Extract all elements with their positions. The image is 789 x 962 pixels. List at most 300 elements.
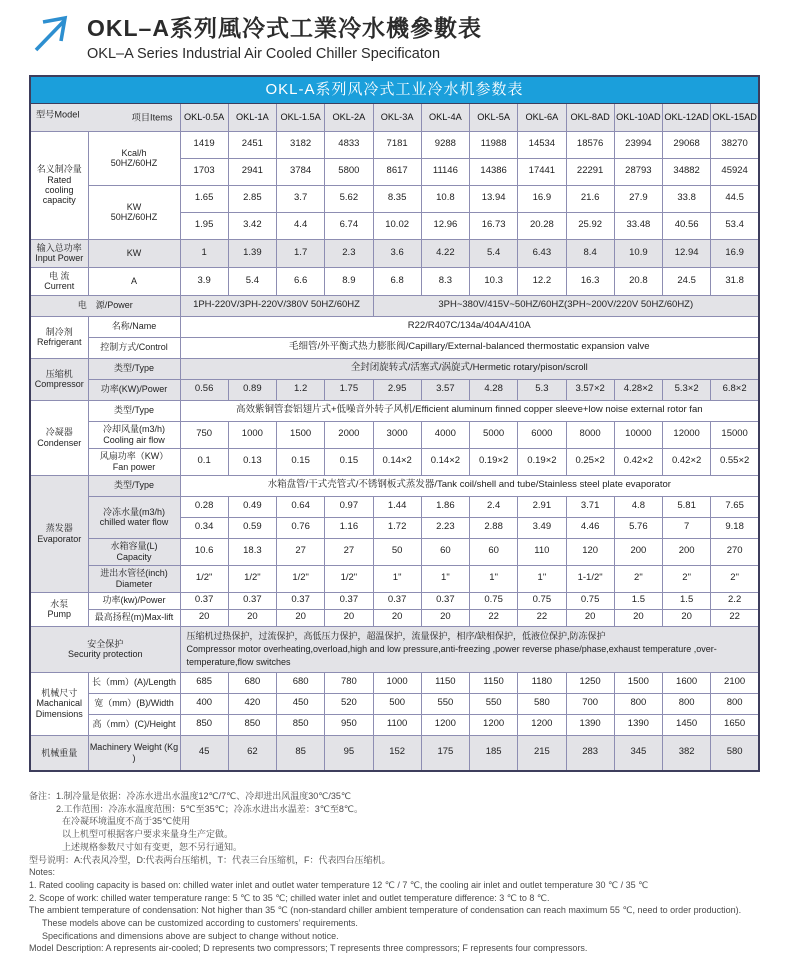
value-cell: 29068: [663, 131, 711, 158]
value-cell: 18576: [566, 131, 614, 158]
value-cell: 4833: [325, 131, 373, 158]
value-cell: 2451: [228, 131, 276, 158]
note-line: These models above can be customized according to customers’ requirements.: [42, 918, 358, 929]
masthead: [31, 10, 760, 62]
value-cell: 110: [518, 538, 566, 565]
row-tank-capacity: [30, 538, 759, 565]
value-cell: 95: [325, 735, 373, 771]
note-line: 备注：1.制冷量是依据：冷冻水进出水温度12℃/7℃、冷却进出风温度30℃/35℃: [29, 791, 351, 801]
model-header-cell: OKL-12AD: [663, 103, 711, 131]
label-en: Input Power: [35, 253, 84, 263]
item-label-tank-capacity: [88, 538, 180, 565]
item-label-length: 长（mm）(A)/Length: [88, 672, 180, 693]
value-cell: 9288: [421, 131, 469, 158]
item-line2: Cooling air flow: [103, 434, 165, 445]
title-block: [87, 10, 482, 62]
value-cell: 950: [325, 714, 373, 735]
value-cell: 1200: [518, 714, 566, 735]
item-label-evaporator-type: 类型/Type: [88, 475, 180, 496]
value-cell: 1200: [421, 714, 469, 735]
value-cell: 1.7: [277, 239, 325, 267]
label-zh: 电 流: [48, 270, 70, 281]
row-pipe-diameter: [30, 565, 759, 592]
value-cell: 800: [711, 693, 759, 714]
value-cell: 5.4: [470, 239, 518, 267]
label-zh: 机械重量: [41, 747, 78, 758]
value-cell: 450: [277, 693, 325, 714]
value-cell: 20: [325, 609, 373, 626]
value-cell: 33.8: [663, 185, 711, 212]
value-cell: 700: [566, 693, 614, 714]
row-machinery-weight: [30, 735, 759, 771]
model-header-cell: OKL-8AD: [566, 103, 614, 131]
row-power-supply: [30, 295, 759, 316]
value-cell: 2": [711, 565, 759, 592]
model-header-cell: OKL-10AD: [614, 103, 662, 131]
label-en: Compressor: [34, 379, 84, 389]
value-cell: 750: [180, 421, 228, 448]
label-en: Machanical Dimensions: [35, 698, 83, 719]
item-line1: 进出水管径(inch): [100, 568, 168, 579]
value-cell: 12.94: [663, 239, 711, 267]
condenser-type-value: 高效紫铜管套铝翅片式+低噪音外转子风机/Efficient aluminum finned copper sleeve+low noise external rotor fan: [180, 400, 759, 421]
value-cell: 7: [663, 517, 711, 538]
spec-table: [29, 75, 760, 772]
label-en: Pump: [47, 609, 71, 619]
value-cell: 1450: [663, 714, 711, 735]
item-label-pipe-diameter: [88, 565, 180, 592]
label-en: Condenser: [37, 437, 82, 448]
model-header-cell: OKL-1.5A: [277, 103, 325, 131]
value-cell: 1.86: [421, 496, 469, 517]
value-cell: 23994: [614, 131, 662, 158]
value-cell: 1419: [180, 131, 228, 158]
value-cell: 5.4: [228, 267, 276, 295]
row-height: [30, 714, 759, 735]
item-label-kcal: [88, 131, 180, 185]
value-cell: 550: [421, 693, 469, 714]
value-cell: 1.5: [663, 592, 711, 609]
value-cell: 2.88: [470, 517, 518, 538]
value-cell: 680: [277, 672, 325, 693]
value-cell: 185: [470, 735, 518, 771]
value-cell: 0.75: [470, 592, 518, 609]
item-label-compressor-power: 功率(KW)/Power: [88, 379, 180, 400]
value-cell: 27: [277, 538, 325, 565]
value-cell: 2000: [325, 421, 373, 448]
value-cell: 11146: [421, 158, 469, 185]
value-cell: 6.8: [373, 267, 421, 295]
value-cell: 11988: [470, 131, 518, 158]
note-line: The ambient temperature of condensation: Not higher than 35 ℃ (non-standard chiller ambient temperature of condensation can reach maximum 55 ℃, need to order production).: [29, 905, 742, 916]
model-header-cell: OKL-15AD: [711, 103, 759, 131]
item-label-input-power-unit: KW: [88, 239, 180, 267]
value-cell: 680: [228, 672, 276, 693]
value-cell: 5.62: [325, 185, 373, 212]
value-cell: 1/2": [325, 565, 373, 592]
value-cell: 5.3×2: [663, 379, 711, 400]
note-line: Model Description: A represents air-cooled; D represents two compressors; T represents three compressors; F represents four compressors.: [29, 943, 588, 954]
security-text-cell: [180, 626, 759, 672]
value-cell: 12.96: [421, 212, 469, 239]
value-cell: 1.95: [180, 212, 228, 239]
value-cell: 3.71: [566, 496, 614, 517]
value-cell: 1": [470, 565, 518, 592]
value-cell: 20: [663, 609, 711, 626]
item-line1: 冷冻水量(m3/h): [102, 506, 165, 517]
value-cell: 2.91: [518, 496, 566, 517]
value-cell: 8.3: [421, 267, 469, 295]
row-width: [30, 693, 759, 714]
note-line: 1. Rated cooling capacity is based on: chilled water inlet and outlet water temperature 12 ℃ / 7 ℃, the cooling air inlet and outlet temperature 30 ℃ / 35 ℃: [29, 879, 649, 890]
value-cell: 5.76: [614, 517, 662, 538]
item-line1: KW: [126, 201, 142, 212]
value-cell: 1500: [277, 421, 325, 448]
value-cell: 2.3: [325, 239, 373, 267]
value-cell: 62: [228, 735, 276, 771]
value-cell: 2.85: [228, 185, 276, 212]
group-label-power: 电 源/Power: [30, 295, 180, 316]
item-label-pump-power: 功率(kw)/Power: [88, 592, 180, 609]
value-cell: 0.75: [518, 592, 566, 609]
group-label-refrigerant: [30, 316, 88, 358]
group-label-weight: [30, 735, 88, 771]
value-cell: 31.8: [711, 267, 759, 295]
value-cell: 1390: [566, 714, 614, 735]
value-cell: 50: [373, 538, 421, 565]
row-fan-power: [30, 448, 759, 475]
value-cell: 1.65: [180, 185, 228, 212]
item-line1: 风扇功率（KW）: [99, 451, 169, 462]
value-cell: 1: [180, 239, 228, 267]
value-cell: 6.43: [518, 239, 566, 267]
value-cell: 0.19×2: [470, 448, 518, 475]
note-line: 2. Scope of work: chilled water temperature range: 5 ℃ to 35 ℃; chilled water inlet and outlet temperature difference: 3 ℃ to 8 ℃.: [29, 892, 550, 903]
value-cell: 2.4: [470, 496, 518, 517]
value-cell: 4.22: [421, 239, 469, 267]
value-cell: 6.74: [325, 212, 373, 239]
label-zh: 制冷剂: [45, 326, 73, 337]
item-line2: chilled water flow: [99, 517, 169, 527]
table-caption-row: [30, 76, 759, 103]
value-cell: 420: [228, 693, 276, 714]
row-refrigerant-name: [30, 316, 759, 337]
item-label-chilled-water-flow: [88, 496, 180, 538]
value-cell: 40.56: [663, 212, 711, 239]
value-cell: 1/2": [228, 565, 276, 592]
value-cell: 1/2": [180, 565, 228, 592]
value-cell: 1-1/2": [566, 565, 614, 592]
label-zh: 冷凝器: [45, 427, 73, 438]
value-cell: 0.1: [180, 448, 228, 475]
value-cell: 0.37: [325, 592, 373, 609]
value-cell: 10.6: [180, 538, 228, 565]
group-label-compressor: [30, 358, 88, 400]
security-text-en: Compressor motor overheating,overload,high and low pressure,anti-freezing ,power reverse phase/phase,exhaust temperature ,over-temperature,flow switches: [186, 643, 717, 667]
item-line1: 水箱容量(L): [110, 541, 158, 552]
value-cell: 550: [470, 693, 518, 714]
value-cell: 20.8: [614, 267, 662, 295]
value-cell: 0.55×2: [711, 448, 759, 475]
row-evaporator-type: [30, 475, 759, 496]
power-supply-right: 3PH~380V/415V~50HZ/60HZ(3PH~200V/220V 50HZ/60HZ): [373, 295, 759, 316]
value-cell: 1000: [373, 672, 421, 693]
model-header-cell: OKL-5A: [470, 103, 518, 131]
value-cell: 7181: [373, 131, 421, 158]
value-cell: 60: [421, 538, 469, 565]
value-cell: 10000: [614, 421, 662, 448]
item-line2: Diameter: [115, 578, 153, 589]
value-cell: 4.4: [277, 212, 325, 239]
value-cell: 45924: [711, 158, 759, 185]
item-label-current-unit: A: [88, 267, 180, 295]
label-zh: 蒸发器: [45, 523, 73, 534]
evaporator-type-value: 水箱盘管/干式壳管式/不锈钢板式蒸发器/Tank coil/shell and tube/Stainless steel plate evaporator: [180, 475, 759, 496]
value-cell: 45: [180, 735, 228, 771]
value-cell: 20: [277, 609, 325, 626]
value-cell: 520: [325, 693, 373, 714]
value-cell: 3784: [277, 158, 325, 185]
value-cell: 1150: [421, 672, 469, 693]
row-compressor-power: [30, 379, 759, 400]
value-cell: 5.3: [518, 379, 566, 400]
value-cell: 850: [277, 714, 325, 735]
value-cell: 22: [711, 609, 759, 626]
item-line1: 冷却风量(m3/h): [102, 424, 165, 435]
value-cell: 12.2: [518, 267, 566, 295]
value-cell: 20.28: [518, 212, 566, 239]
value-cell: 0.34: [180, 517, 228, 538]
value-cell: 5.81: [663, 496, 711, 517]
value-cell: 4.8: [614, 496, 662, 517]
value-cell: 120: [566, 538, 614, 565]
value-cell: 800: [614, 693, 662, 714]
value-cell: 0.14×2: [373, 448, 421, 475]
label-zh: 机械尺寸: [41, 687, 78, 698]
row-cooling-air-flow: [30, 421, 759, 448]
value-cell: 0.76: [277, 517, 325, 538]
value-cell: 16.73: [470, 212, 518, 239]
value-cell: 0.59: [228, 517, 276, 538]
value-cell: 850: [228, 714, 276, 735]
value-cell: 1.5: [614, 592, 662, 609]
value-cell: 3.57×2: [566, 379, 614, 400]
label-en: Rated cooling capacity: [42, 174, 76, 206]
model-header-cell: OKL-0.5A: [180, 103, 228, 131]
value-cell: 1180: [518, 672, 566, 693]
value-cell: 0.14×2: [421, 448, 469, 475]
item-label-pump-lift: 最高扬程(m)Max-lift: [88, 609, 180, 626]
value-cell: 8.4: [566, 239, 614, 267]
value-cell: 22: [470, 609, 518, 626]
value-cell: 1.72: [373, 517, 421, 538]
item-label-fan-power: [88, 448, 180, 475]
row-pump-power: [30, 592, 759, 609]
label-en: Refrigerant: [36, 337, 82, 347]
row-refrigerant-control: [30, 337, 759, 358]
corner-items-label: 项目Items: [131, 112, 173, 123]
value-cell: 200: [663, 538, 711, 565]
value-cell: 382: [663, 735, 711, 771]
value-cell: 13.94: [470, 185, 518, 212]
value-cell: 34882: [663, 158, 711, 185]
value-cell: 0.13: [228, 448, 276, 475]
value-cell: 15000: [711, 421, 759, 448]
value-cell: 20: [614, 609, 662, 626]
value-cell: 1390: [614, 714, 662, 735]
value-cell: 283: [566, 735, 614, 771]
value-cell: 6.8×2: [711, 379, 759, 400]
value-cell: 20: [180, 609, 228, 626]
value-cell: 1.44: [373, 496, 421, 517]
value-cell: 14386: [470, 158, 518, 185]
value-cell: 850: [180, 714, 228, 735]
label-en: Current: [44, 281, 75, 291]
value-cell: 0.37: [180, 592, 228, 609]
value-cell: 175: [421, 735, 469, 771]
value-cell: 2.23: [421, 517, 469, 538]
value-cell: 2.2: [711, 592, 759, 609]
security-text-zh: 压缩机过热保护，过流保护，高低压力保护，超温保护，流量保护，相序/缺相保护，低液位保护,防冻保护: [186, 630, 606, 641]
value-cell: 8.9: [325, 267, 373, 295]
value-cell: 1200: [470, 714, 518, 735]
row-input-power: [30, 239, 759, 267]
value-cell: 3.9: [180, 267, 228, 295]
value-cell: 0.56: [180, 379, 228, 400]
value-cell: 780: [325, 672, 373, 693]
note-line: 以上机型可根据客户要求来量身生产定做。: [62, 829, 234, 840]
value-cell: 1.2: [277, 379, 325, 400]
value-cell: 14534: [518, 131, 566, 158]
group-label-rated: [30, 131, 88, 239]
label-zh: 安全保护: [87, 638, 124, 649]
value-cell: 1": [421, 565, 469, 592]
value-cell: 60: [470, 538, 518, 565]
item-line2: 50HZ/60HZ: [110, 158, 158, 168]
value-cell: 1.39: [228, 239, 276, 267]
value-cell: 1100: [373, 714, 421, 735]
value-cell: 20: [228, 609, 276, 626]
model-header-cell: OKL-1A: [228, 103, 276, 131]
value-cell: 0.37: [421, 592, 469, 609]
item-label-condenser-type: 类型/Type: [88, 400, 180, 421]
value-cell: 0.97: [325, 496, 373, 517]
model-header-cell: OKL-2A: [325, 103, 373, 131]
value-cell: 8617: [373, 158, 421, 185]
value-cell: 18.3: [228, 538, 276, 565]
note-line: 型号说明：A:代表风冷型，D:代表两台压缩机，T：代表三台压缩机，F：代表四台压缩机。: [29, 854, 391, 865]
row-security-protection: [30, 626, 759, 672]
value-cell: 20: [566, 609, 614, 626]
value-cell: 0.89: [228, 379, 276, 400]
note-line: 在冷凝环境温度不高于35℃使用: [62, 816, 191, 827]
notes-block: [29, 790, 760, 955]
value-cell: 4.28×2: [614, 379, 662, 400]
value-cell: 1": [373, 565, 421, 592]
value-cell: 1250: [566, 672, 614, 693]
value-cell: 20: [373, 609, 421, 626]
value-cell: 85: [277, 735, 325, 771]
value-cell: 1": [518, 565, 566, 592]
item-label-refrigerant-control: 控制方式/Control: [88, 337, 180, 358]
value-cell: 1600: [663, 672, 711, 693]
value-cell: 8.35: [373, 185, 421, 212]
label-en: Security protection: [67, 649, 143, 659]
row-current: [30, 267, 759, 295]
value-cell: 27.9: [614, 185, 662, 212]
value-cell: 4000: [421, 421, 469, 448]
value-cell: 10.9: [614, 239, 662, 267]
refrigerant-name-value: R22/R407C/134a/404A/410A: [180, 316, 759, 337]
row-kcal-50hz: [30, 131, 759, 158]
item-label-cooling-air-flow: [88, 421, 180, 448]
item-line2: Fan power: [112, 461, 156, 472]
corner-cell: [30, 103, 180, 131]
value-cell: 0.37: [228, 592, 276, 609]
group-label-security: [30, 626, 180, 672]
value-cell: 2.95: [373, 379, 421, 400]
value-cell: 0.49: [228, 496, 276, 517]
label-en: Evaporator: [37, 533, 82, 544]
item-line1: Kcal/h: [121, 147, 147, 158]
group-label-condenser: [30, 400, 88, 475]
note-line: 2.工作范围：冷冻水温度范围：5℃至35℃；冷冻水进出水温差：3℃至8℃。: [56, 803, 363, 814]
label-zh: 名义制冷量: [36, 164, 82, 175]
value-cell: 6000: [518, 421, 566, 448]
value-cell: 0.28: [180, 496, 228, 517]
value-cell: 6.6: [277, 267, 325, 295]
item-label-compressor-type: 类型/Type: [88, 358, 180, 379]
value-cell: 0.42×2: [663, 448, 711, 475]
arrow-up-right-icon: [31, 10, 75, 56]
value-cell: 16.9: [711, 239, 759, 267]
value-cell: 10.02: [373, 212, 421, 239]
value-cell: 28793: [614, 158, 662, 185]
value-cell: 2941: [228, 158, 276, 185]
value-cell: 2": [663, 565, 711, 592]
refrigerant-control-value: 毛细管/外平衡式热力膨胀阀/Capillary/External-balanced thermostatic expansion valve: [180, 337, 759, 358]
item-label-weight: Machinery Weight (Kg ): [88, 735, 180, 771]
value-cell: 16.9: [518, 185, 566, 212]
value-cell: 215: [518, 735, 566, 771]
value-cell: 0.64: [277, 496, 325, 517]
value-cell: 800: [663, 693, 711, 714]
value-cell: 685: [180, 672, 228, 693]
value-cell: 5800: [325, 158, 373, 185]
value-cell: 500: [373, 693, 421, 714]
value-cell: 0.75: [566, 592, 614, 609]
note-line: Notes:: [29, 867, 56, 878]
value-cell: 4.28: [470, 379, 518, 400]
row-compressor-type: [30, 358, 759, 379]
group-label-pump: [30, 592, 88, 626]
value-cell: 3.42: [228, 212, 276, 239]
value-cell: 1500: [614, 672, 662, 693]
label-zh: 输入总功率: [36, 242, 82, 253]
model-header-cell: OKL-6A: [518, 103, 566, 131]
value-cell: 5000: [470, 421, 518, 448]
row-length: [30, 672, 759, 693]
power-supply-left: 1PH-220V/3PH-220V/380V 50HZ/60HZ: [180, 295, 373, 316]
value-cell: 24.5: [663, 267, 711, 295]
value-cell: 0.19×2: [518, 448, 566, 475]
value-cell: 53.4: [711, 212, 759, 239]
item-line2: Capacity: [116, 551, 152, 562]
value-cell: 10.8: [421, 185, 469, 212]
group-label-evaporator: [30, 475, 88, 592]
value-cell: 0.42×2: [614, 448, 662, 475]
value-cell: 2": [614, 565, 662, 592]
